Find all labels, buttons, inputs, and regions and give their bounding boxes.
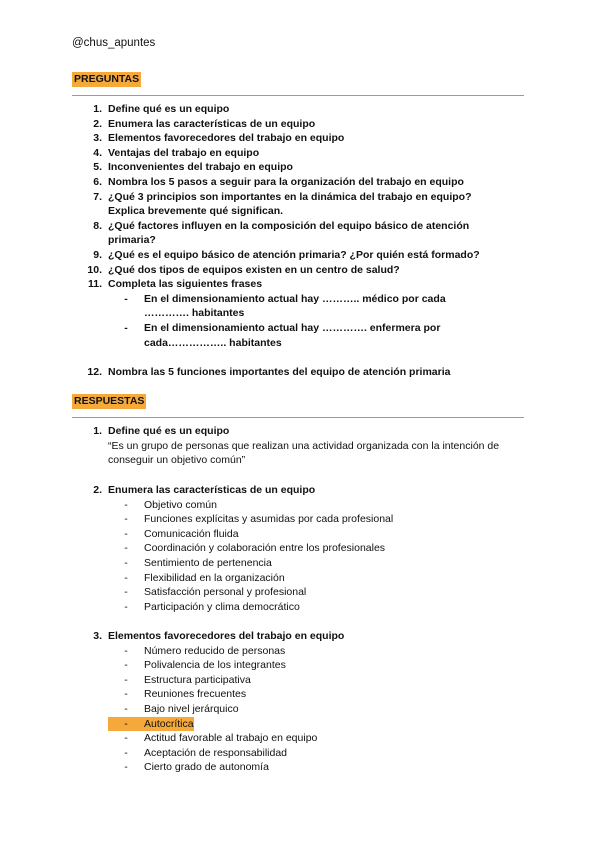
answer-text: “Es un grupo de personas que realizan una actividad organizada con la intención de conseguir un objetivo común”	[108, 439, 500, 467]
answer-heading: 1. Define qué es un equipo	[93, 425, 230, 437]
list-item: - Satisfacción personal y profesional	[124, 586, 307, 599]
list-item: - Flexibilidad en la organización	[124, 571, 285, 584]
list-item: - En el dimensionamiento actual hay …………. enfermera por cada…………….. habitantes	[124, 321, 441, 349]
list-item: - Actitud favorable al trabajo en equipo	[124, 732, 318, 745]
q11-sublist	[72, 292, 532, 350]
question-item: 2. Enumera las características de un equipo	[93, 117, 316, 130]
list-item: - Aceptación de responsabilidad	[124, 746, 288, 759]
section-title-preguntas: PREGUNTAS	[74, 73, 140, 85]
answer-heading: 2. Enumera las características de un equipo	[93, 484, 316, 496]
list-item: - Polivalencia de los integrantes	[124, 659, 286, 672]
list-item: - Objetivo común	[124, 498, 217, 511]
list-item: - Comunicación fluida	[124, 527, 239, 540]
characteristics-list	[72, 498, 532, 615]
answer-2	[72, 483, 532, 614]
list-item: - Funciones explícitas y asumidas por cada profesional	[124, 513, 394, 526]
list-item: - En el dimensionamiento actual hay ……….. médico por cada …………. habitantes	[124, 292, 446, 320]
divider-respuestas	[72, 417, 524, 418]
questions-list	[72, 102, 532, 380]
question-item: 6. Nombra los 5 pasos a seguir para la organización del trabajo en equipo	[93, 175, 464, 188]
question-item: 11. Completa las siguientes frases - En el dimensionamiento actual hay ……….. médico por cada …………. habitantes - En el dimensionamiento actual hay …………. enfermera por cada…………….. habitantes	[72, 277, 532, 350]
list-item: - Coordinación y colaboración entre los profesionales	[124, 542, 386, 555]
question-item: 10. ¿Qué dos tipos de equipos existen en un centro de salud?	[87, 263, 400, 276]
question-item: 5. Inconvenientes del trabajo en equipo	[93, 161, 293, 174]
list-item: - Estructura participativa	[124, 673, 251, 686]
section-title-respuestas: RESPUESTAS	[74, 395, 145, 407]
question-item: 7. ¿Qué 3 principios son importantes en la dinámica del trabajo en equipo? Explica brevemente qué significan.	[93, 190, 472, 218]
question-item: 8. ¿Qué factores influyen en la composición del equipo básico de atención primaria?	[93, 219, 470, 247]
list-item: - Número reducido de personas	[124, 644, 286, 657]
question-item: 4. Ventajas del trabajo en equipo	[93, 146, 260, 159]
list-item: - Participación y clima democrático	[124, 600, 300, 613]
list-item: - Cierto grado de autonomía	[124, 761, 269, 774]
list-item: - Sentimiento de pertenencia	[124, 556, 272, 569]
question-item: 9. ¿Qué es el equipo básico de atención primaria? ¿Por quién está formado?	[93, 248, 480, 261]
question-item: 12. Nombra las 5 funciones importantes del equipo de atención primaria	[87, 366, 451, 379]
list-item-highlighted: - Autocrítica	[108, 717, 532, 732]
author-handle: @chus_apuntes	[72, 37, 156, 49]
answer-heading: 3. Elementos favorecedores del trabajo en equipo	[93, 630, 345, 642]
question-item: 3. Elementos favorecedores del trabajo en equipo	[93, 132, 345, 145]
list-item: - Reuniones frecuentes	[124, 688, 247, 701]
divider-preguntas	[72, 95, 524, 96]
question-item: 1. Define qué es un equipo	[93, 103, 230, 115]
list-item: - Bajo nivel jerárquico	[124, 702, 239, 715]
answer-3	[72, 629, 532, 775]
favorable-elements-list	[72, 644, 532, 775]
answer-1	[72, 424, 532, 468]
